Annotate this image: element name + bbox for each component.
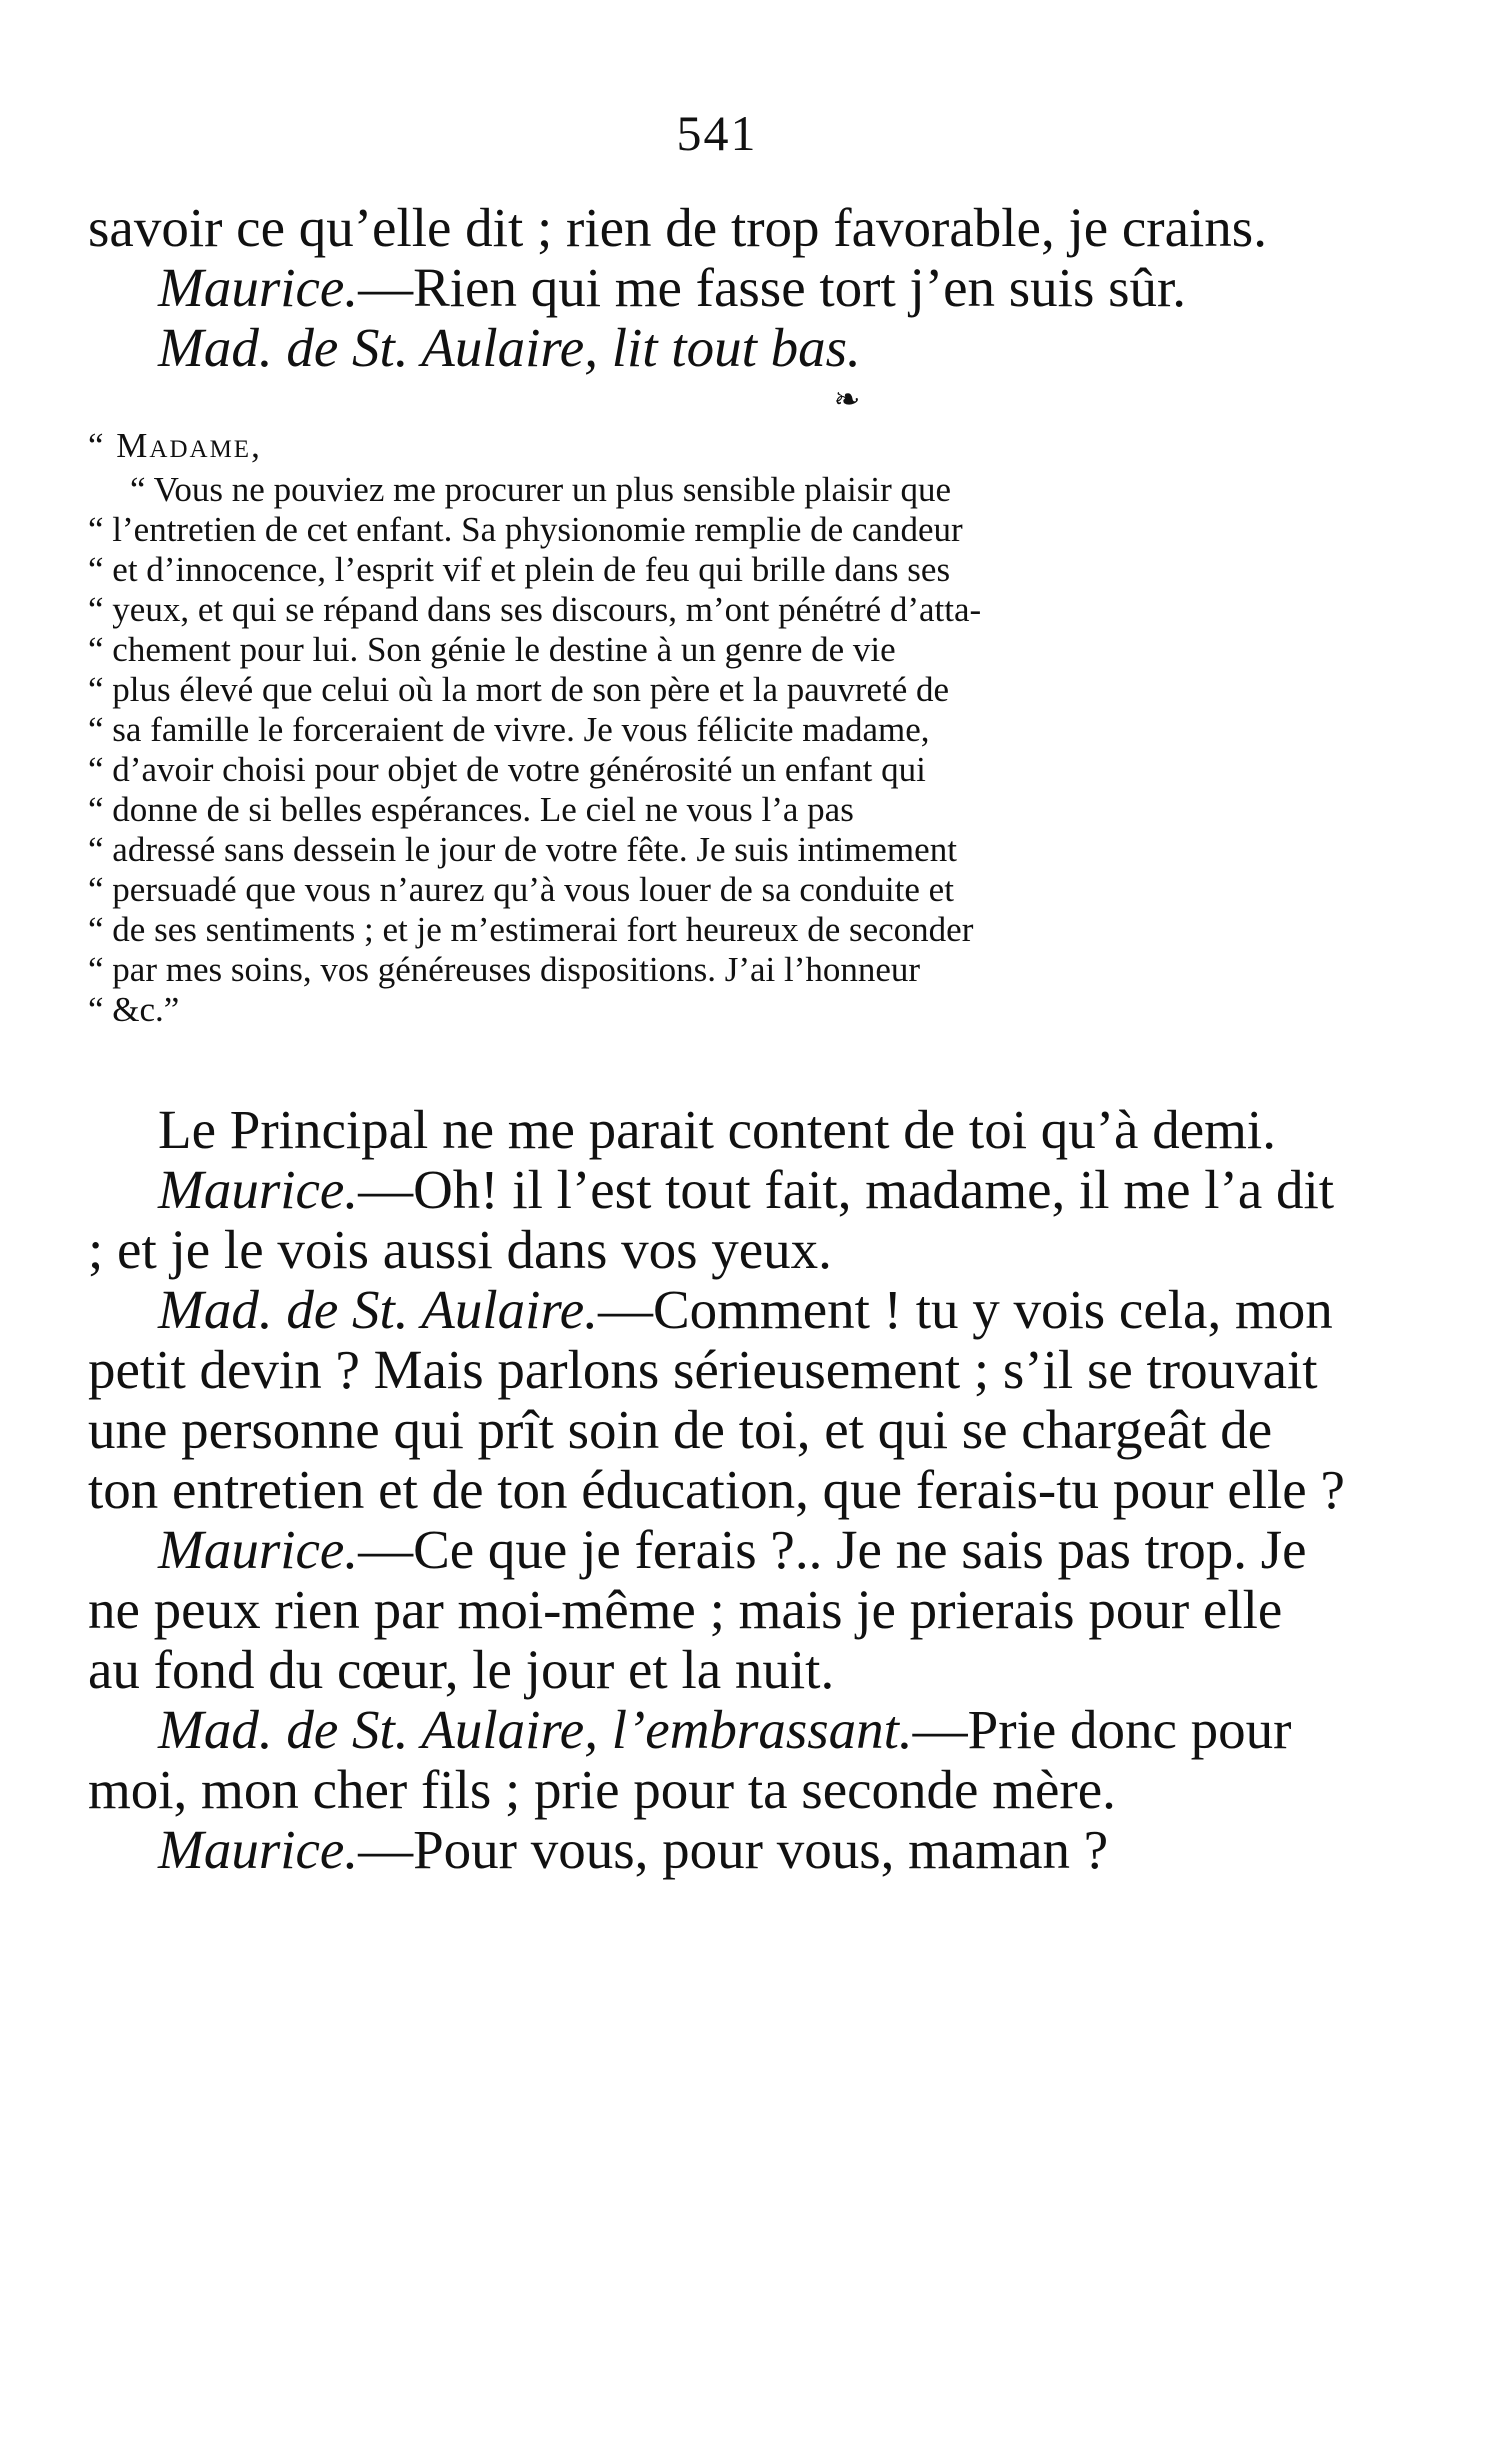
dialogue-text: —Rien qui me fasse tort j’en suis sûr. [358, 257, 1187, 318]
speaker-name: Mad. de St. Aulaire, lit tout bas. [158, 317, 861, 378]
dialogue-line [88, 258, 1346, 318]
quoted-letter [88, 426, 1346, 1030]
letter-line: “ de ses sentiments ; et je m’estimerai fort heureux de seconder [88, 910, 974, 949]
letter-line: “ adressé sans dessein le jour de votre fête. Je suis intimement [88, 830, 957, 869]
dialogue-line [88, 1820, 1346, 1880]
dialogue-line [88, 1520, 1346, 1700]
letter-line: “ par mes soins, vos généreuses dispositions. J’ai l’honneur [88, 950, 921, 989]
page-number: 541 [676, 105, 758, 161]
dialogue-line [88, 1700, 1346, 1820]
letter-line: “ et d’innocence, l’esprit vif et plein de feu qui brille dans ses [88, 550, 951, 589]
paragraph-text: Le Principal ne me parait content de toi qu’à demi. [158, 1099, 1276, 1160]
speaker-name: Maurice. [158, 257, 359, 318]
ornament: ❧ [833, 381, 861, 417]
speaker-name: Mad. de St. Aulaire. [158, 1279, 598, 1340]
dialogue-text: —Oh! il l’est tout fait, madame, il me l’a dit ; et je le vois aussi dans vos yeux. [88, 1159, 1335, 1280]
paragraph [88, 1100, 1346, 1160]
book-page [88, 105, 1346, 1880]
dialogue-line [88, 1160, 1346, 1280]
paragraph-continuation [88, 198, 1346, 258]
letter-salutation: “ Madame, [88, 426, 262, 465]
stage-direction [88, 318, 1346, 378]
letter-line: “ chement pour lui. Son génie le destine à un genre de vie [88, 630, 896, 669]
letter-line: “ donne de si belles espérances. Le ciel ne vous l’a pas [88, 790, 854, 829]
speaker-name: Mad. de St. Aulaire, l’embrassant. [158, 1699, 913, 1760]
dialogue-text: —Prie donc pour moi, mon cher fils ; prie pour ta seconde mère. [88, 1699, 1292, 1820]
paragraph-text: savoir ce qu’elle dit ; rien de trop favorable, je crains. [88, 197, 1267, 258]
speaker-name: Maurice. [158, 1819, 359, 1880]
letter-line: “ Vous ne pouviez me procurer un plus sensible plaisir que [130, 470, 952, 509]
letter-line: “ yeux, et qui se répand dans ses discours, m’ont pénétré d’atta- [88, 590, 982, 629]
letter-line: “ sa famille le forceraient de vivre. Je vous félicite madame, [88, 710, 930, 749]
dialogue-text: —Pour vous, pour vous, maman ? [358, 1819, 1109, 1880]
speaker-name: Maurice. [158, 1159, 359, 1220]
letter-line: “ d’avoir choisi pour objet de votre générosité un enfant qui [88, 750, 926, 789]
dialogue-line [88, 1280, 1346, 1520]
letter-line: “ l’entretien de cet enfant. Sa physionomie remplie de candeur [88, 510, 963, 549]
letter-line: “ &c.” [88, 990, 180, 1029]
dialogue-text: —Ce que je ferais ?.. Je ne sais pas trop. Je ne peux rien par moi-même ; mais je prierais pour elle au fond du cœur, le jour et la nuit. [88, 1519, 1307, 1700]
dialogue-text: —Comment ! tu y vois cela, mon petit devin ? Mais parlons sérieusement ; s’il se trouvait une personne qui prît soin de toi, et qui se chargeât de ton entretien et de ton éducation, que ferais-tu pour elle ? [88, 1279, 1345, 1520]
letter-line: “ persuadé que vous n’aurez qu’à vous louer de sa conduite et [88, 870, 954, 909]
letter-line: “ plus élevé que celui où la mort de son père et la pauvreté de [88, 670, 950, 709]
speaker-name: Maurice. [158, 1519, 359, 1580]
